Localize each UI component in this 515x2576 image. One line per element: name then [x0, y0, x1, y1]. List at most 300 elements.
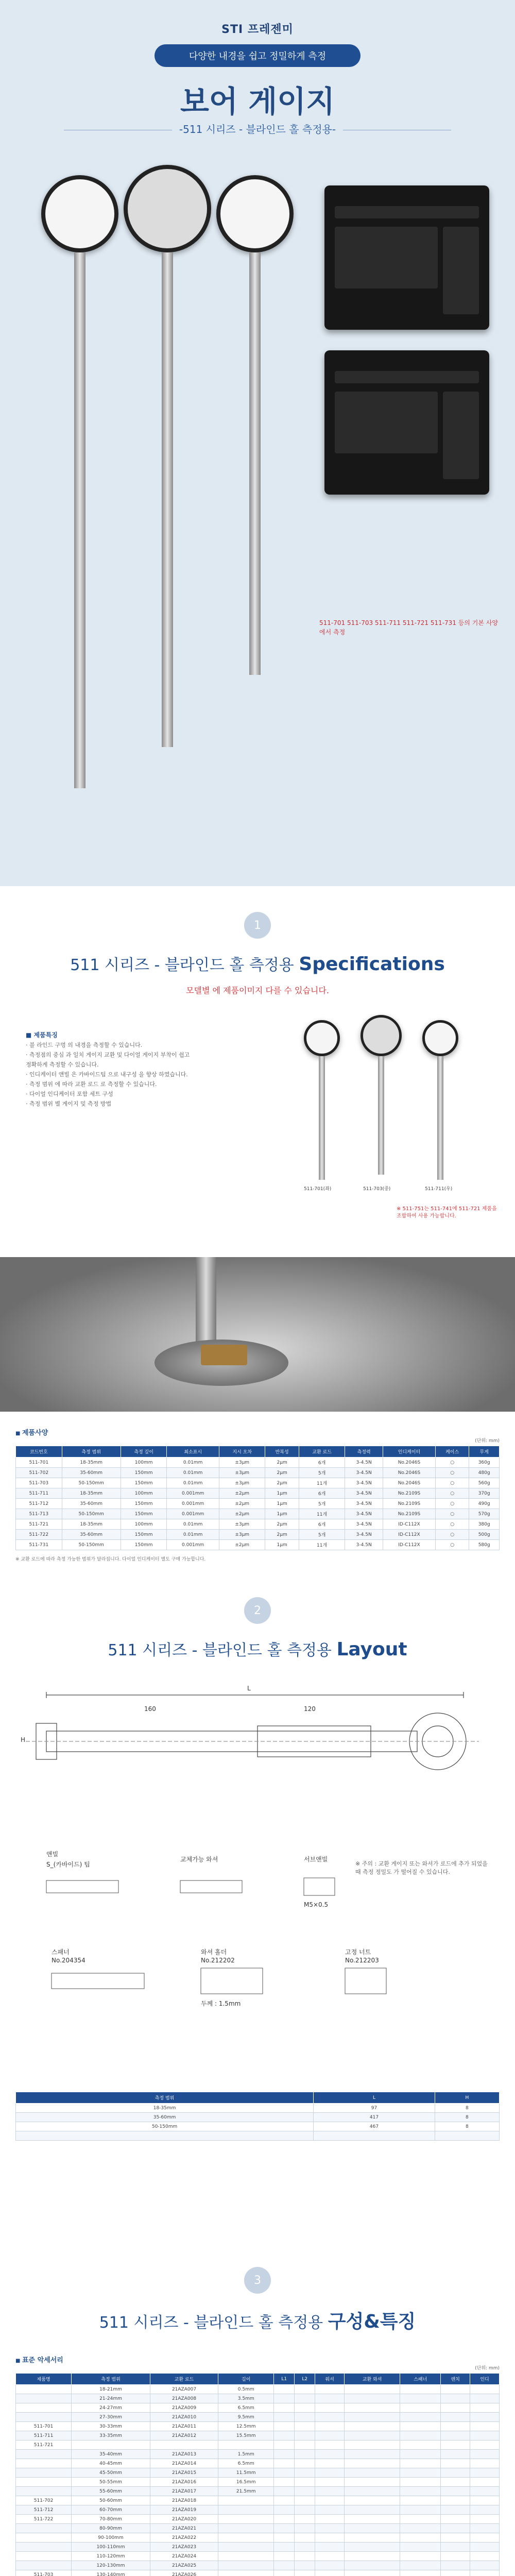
bore-gauge-digital-2: [124, 165, 211, 252]
table-cell: [274, 2459, 295, 2468]
table-cell: [441, 2505, 470, 2515]
table-cell: 2μm: [265, 1478, 299, 1488]
table-cell: 21AZA017: [150, 2487, 218, 2496]
table-cell: [218, 2515, 274, 2524]
table-cell: 21AZA026: [150, 2570, 218, 2576]
feature-line: 정확하게 측정할 수 있습니다.: [26, 1061, 99, 1068]
product-caption-a: 511-701(좌): [304, 1187, 332, 1192]
section-number-3: 3: [244, 2267, 271, 2294]
bore-gauge-dial-3: [216, 175, 294, 252]
table-cell: 3.5mm: [218, 2394, 274, 2403]
table-cell: 21AZA010: [150, 2413, 218, 2422]
table-cell: [345, 2524, 400, 2533]
table-cell: 18-35mm: [62, 1488, 121, 1499]
product-red-note: ※ 511-751는 511-741에 511-721 제품을 조합하여 사용 가능합니다.: [397, 1206, 497, 1219]
table-cell: [315, 2496, 345, 2505]
table-row: [16, 2394, 500, 2403]
table-cell: 11.5mm: [218, 2468, 274, 2478]
table-cell: [345, 2533, 400, 2543]
comp-title-prefix: 511 시리즈 - 블라인드 홀 측정용: [99, 2314, 323, 2332]
table-cell: 97: [314, 2104, 435, 2113]
table-cell: ID-C112X: [383, 1519, 435, 1530]
table-cell: [315, 2505, 345, 2515]
table-cell: 100mm: [121, 1488, 167, 1499]
layout-section-title: [0, 1637, 515, 1660]
table-cell: [441, 2478, 470, 2487]
feature-line: · 블 라인드 구멍 의 내경을 측정할 수 있습니다.: [26, 1042, 143, 1048]
page-subtitle: [0, 121, 515, 136]
col-header: 제품명: [16, 2374, 72, 2385]
accessory-table: [15, 2373, 500, 2576]
table-cell: [274, 2543, 295, 2552]
table-cell: [441, 2459, 470, 2468]
table-cell: [218, 2524, 274, 2533]
feature-line: · 측정점의 중심 과 일치 게이지 교환 및 다이얼 게이지 부착이 쉽고: [26, 1052, 190, 1058]
table-row: [16, 2459, 500, 2468]
table-cell: 8: [435, 2104, 499, 2113]
table-cell: 24-27mm: [72, 2403, 150, 2413]
table-cell: [218, 2543, 274, 2552]
table-cell: 580g: [469, 1540, 500, 1550]
table-cell: ID-C112X: [383, 1530, 435, 1540]
table-cell: [400, 2561, 441, 2570]
table-cell: 150mm: [121, 1468, 167, 1478]
table-cell: [295, 2403, 315, 2413]
label-carbide-tip: S_(카바이드) 팁: [46, 1861, 90, 1868]
table-cell: 21AZA015: [150, 2468, 218, 2478]
brand-logo: [0, 21, 515, 37]
table-cell: 511-721: [16, 1519, 62, 1530]
table-cell: 50-150mm: [62, 1509, 121, 1519]
table-cell: [400, 2533, 441, 2543]
table-cell: 0.01mm: [167, 1519, 219, 1530]
table-cell: [295, 2385, 315, 2394]
dim-m5: M5×0.5: [304, 1901, 329, 1908]
table-cell: 100-110mm: [72, 2543, 150, 2552]
bore-gauge-product-image: [21, 175, 309, 866]
table-cell: [345, 2441, 400, 2450]
table-cell: 5개: [299, 1468, 345, 1478]
spec-table: [15, 1446, 500, 1550]
label-spanner-no: No.204354: [52, 1957, 85, 1964]
table-cell: 21-24mm: [72, 2394, 150, 2403]
table-cell: [315, 2385, 345, 2394]
table-cell: [315, 2450, 345, 2459]
col-header: 측정 깊이: [121, 1446, 167, 1458]
table-cell: [16, 2131, 314, 2141]
table-cell: [345, 2385, 400, 2394]
table-cell: [218, 2561, 274, 2570]
table-cell: 11개: [299, 1540, 345, 1550]
comp-section-title: [0, 2307, 515, 2333]
measurement-photo: [0, 1257, 515, 1412]
dim-L: L: [247, 1685, 251, 1692]
table-cell: 100mm: [121, 1458, 167, 1468]
table-cell: 30-33mm: [72, 2422, 150, 2431]
layout-title-prefix: 511 시리즈 - 블라인드 홀 측정용: [108, 1641, 332, 1659]
dim-depth: 두께 : 1.5mm: [201, 2000, 241, 2007]
table-cell: [470, 2487, 500, 2496]
table-cell: [315, 2543, 345, 2552]
table-cell: ○: [435, 1488, 469, 1499]
table-cell: [295, 2570, 315, 2576]
table-cell: [400, 2441, 441, 2450]
table-cell: 3-4.5N: [345, 1509, 383, 1519]
table-cell: [295, 2561, 315, 2570]
table-row: [16, 1468, 500, 1478]
table-cell: 2μm: [265, 1519, 299, 1530]
table-cell: 370g: [469, 1488, 500, 1499]
spec-section: [0, 886, 515, 1597]
table-cell: [295, 2468, 315, 2478]
table-cell: ○: [435, 1509, 469, 1519]
col-header: 인디케이터: [383, 1446, 435, 1458]
table-cell: [470, 2394, 500, 2403]
table-cell: [400, 2422, 441, 2431]
layout-section: [0, 1597, 515, 2267]
table-cell: [16, 2543, 72, 2552]
table-cell: [345, 2552, 400, 2561]
spec-table-unit: (단위: mm): [475, 1438, 500, 1444]
table-cell: ○: [435, 1540, 469, 1550]
table-row: [16, 2450, 500, 2459]
table-cell: 21AZA022: [150, 2533, 218, 2543]
table-cell: [16, 2561, 72, 2570]
table-cell: 55-60mm: [72, 2487, 150, 2496]
table-cell: 50-150mm: [62, 1540, 121, 1550]
table-cell: [470, 2533, 500, 2543]
table-cell: 6개: [299, 1458, 345, 1468]
table-row: [16, 2515, 500, 2524]
gauge-thumb-b: [360, 1015, 402, 1056]
table-cell: 40-45mm: [72, 2459, 150, 2468]
table-cell: 11개: [299, 1478, 345, 1488]
table-cell: [400, 2394, 441, 2403]
table-row: [16, 2104, 500, 2113]
table-cell: No.2046S: [383, 1468, 435, 1478]
table-row: [16, 2487, 500, 2496]
table-cell: [400, 2478, 441, 2487]
table-cell: [470, 2570, 500, 2576]
table-cell: [400, 2505, 441, 2515]
table-cell: ±2μm: [219, 1509, 265, 1519]
table-cell: [345, 2431, 400, 2441]
table-cell: [345, 2570, 400, 2576]
comp-title-en: 구성&특징: [328, 2311, 416, 2332]
table-cell: [274, 2561, 295, 2570]
table-cell: [315, 2459, 345, 2468]
col-header: 워셔: [315, 2374, 345, 2385]
table-cell: [274, 2487, 295, 2496]
table-cell: ±3μm: [219, 1478, 265, 1488]
col-header: 교환 와셔: [345, 2374, 400, 2385]
table-cell: [295, 2533, 315, 2543]
table-cell: [315, 2422, 345, 2431]
table-cell: 15.5mm: [218, 2431, 274, 2441]
table-cell: 21AZA007: [150, 2385, 218, 2394]
layout-caution-note: ※ 주의 : 교환 게이지 또는 와셔가 로드에 추가 되었을 때 측정 정밀도 가 떨어질 수 있습니다.: [355, 1860, 488, 1875]
table-cell: 6개: [299, 1519, 345, 1530]
table-cell: 1μm: [265, 1488, 299, 1499]
table-cell: [441, 2441, 470, 2450]
table-cell: [315, 2413, 345, 2422]
col-header: 교환 로드: [299, 1446, 345, 1458]
dim-160: 160: [144, 1705, 156, 1713]
table-cell: [441, 2403, 470, 2413]
col-header: 교환 로드: [150, 2374, 218, 2385]
table-row: [16, 2524, 500, 2533]
product-caption-b: 511-703(중): [363, 1187, 391, 1192]
spec-title-prefix: 511 시리즈 - 블라인드 홀 측정용: [70, 956, 294, 974]
table-row: [16, 2413, 500, 2422]
table-cell: 21AZA016: [150, 2478, 218, 2487]
table-cell: [16, 2524, 72, 2533]
table-cell: 50-150mm: [62, 1478, 121, 1488]
table-cell: 35-60mm: [16, 2113, 314, 2122]
table-cell: [295, 2487, 315, 2496]
table-cell: 6개: [299, 1488, 345, 1499]
table-cell: 130-140mm: [72, 2570, 150, 2576]
table-cell: 467: [314, 2122, 435, 2131]
table-cell: [470, 2524, 500, 2533]
table-cell: [274, 2552, 295, 2561]
table-cell: No.2046S: [383, 1458, 435, 1468]
col-header: 반복성: [265, 1446, 299, 1458]
table-cell: [16, 2487, 72, 2496]
table-cell: [400, 2468, 441, 2478]
table-cell: [274, 2570, 295, 2576]
table-cell: 80-90mm: [72, 2524, 150, 2533]
table-cell: [435, 2131, 499, 2141]
table-cell: 90-100mm: [72, 2533, 150, 2543]
table-cell: [16, 2459, 72, 2468]
table-cell: 35-60mm: [62, 1530, 121, 1540]
table-cell: 35-60mm: [62, 1468, 121, 1478]
table-cell: No.2109S: [383, 1499, 435, 1509]
dim-120: 120: [304, 1705, 316, 1713]
table-cell: [400, 2459, 441, 2468]
table-cell: [274, 2450, 295, 2459]
table-cell: ±3μm: [219, 1458, 265, 1468]
table-cell: 21AZA025: [150, 2561, 218, 2570]
table-cell: [218, 2496, 274, 2505]
label-sub-anvil: 서브앤빌: [304, 1856, 328, 1863]
table-cell: [400, 2552, 441, 2561]
table-cell: 11개: [299, 1509, 345, 1519]
table-cell: 3-4.5N: [345, 1468, 383, 1478]
table-cell: [441, 2450, 470, 2459]
table-cell: [345, 2422, 400, 2431]
hero-tagline-pill: 다양한 내경을 쉽고 정밀하게 측정: [154, 44, 360, 67]
table-cell: [441, 2543, 470, 2552]
table-cell: 100mm: [121, 1519, 167, 1530]
table-row: [16, 2478, 500, 2487]
table-cell: 50-150mm: [16, 2122, 314, 2131]
table-cell: 511-711: [16, 1488, 62, 1499]
table-cell: [274, 2431, 295, 2441]
hero-note: 511-701 511-703 511-711 511-721 511-731 등의 기본 사양 에서 측정: [319, 619, 498, 636]
table-cell: [470, 2403, 500, 2413]
table-cell: 511-722: [16, 2515, 72, 2524]
table-cell: [16, 2403, 72, 2413]
table-cell: 360g: [469, 1458, 500, 1468]
table-row: [16, 1478, 500, 1488]
table-cell: [441, 2515, 470, 2524]
table-cell: 120-130mm: [72, 2561, 150, 2570]
table-cell: [400, 2524, 441, 2533]
table-cell: 9.5mm: [218, 2413, 274, 2422]
col-header: 무게: [469, 1446, 500, 1458]
table-row: [16, 2468, 500, 2478]
table-cell: [314, 2131, 435, 2141]
col-header: 케이스: [435, 1446, 469, 1458]
table-cell: [470, 2431, 500, 2441]
table-cell: [295, 2459, 315, 2468]
table-cell: ±3μm: [219, 1519, 265, 1530]
table-row: [16, 2441, 500, 2450]
table-cell: [274, 2422, 295, 2431]
carry-case-2: [324, 350, 489, 495]
table-cell: [441, 2561, 470, 2570]
table-cell: [345, 2403, 400, 2413]
table-cell: [315, 2570, 345, 2576]
table-cell: 0.001mm: [167, 1499, 219, 1509]
table-cell: [16, 2533, 72, 2543]
table-cell: 511-722: [16, 1530, 62, 1540]
brand-logo-text: STI 프레젠미: [221, 23, 294, 36]
table-cell: 1.5mm: [218, 2450, 274, 2459]
table-cell: [315, 2487, 345, 2496]
table-cell: [400, 2496, 441, 2505]
col-header: 길이: [218, 2374, 274, 2385]
table-row: [16, 1519, 500, 1530]
table-cell: ○: [435, 1468, 469, 1478]
table-cell: [295, 2515, 315, 2524]
table-row: [16, 2122, 500, 2131]
col-header: 측정 범위: [72, 2374, 150, 2385]
table-cell: [441, 2524, 470, 2533]
accessory-table-body: [16, 2385, 500, 2576]
table-cell: [295, 2394, 315, 2403]
table-cell: [441, 2496, 470, 2505]
table-cell: [400, 2487, 441, 2496]
table-cell: 18-35mm: [62, 1458, 121, 1468]
accessory-table-unit: (단위: mm): [475, 2366, 500, 2371]
table-cell: 35-60mm: [62, 1499, 121, 1509]
table-cell: [295, 2505, 315, 2515]
spec-table-note: ※ 교환 로드에 따라 측정 가능한 범위가 달라집니다. 다이얼 인디케이터 별도 구매 가능합니다.: [15, 1557, 206, 1562]
table-cell: [470, 2515, 500, 2524]
table-cell: 60-70mm: [72, 2505, 150, 2515]
table-cell: 480g: [469, 1468, 500, 1478]
subtitle-text: -511 시리즈 - 블라인드 홀 측정용-: [179, 123, 336, 135]
gauge-thumb-c: [422, 1020, 458, 1056]
table-cell: [295, 2552, 315, 2561]
table-cell: [72, 2441, 150, 2450]
table-cell: 150mm: [121, 1478, 167, 1488]
product-caption-c: 511-711(우): [425, 1187, 453, 1192]
label-washer-holder: 와셔 홀더: [201, 1948, 227, 1956]
spec-table-label: ■ 제품사양: [15, 1427, 500, 1437]
table-cell: [470, 2505, 500, 2515]
table-cell: [274, 2468, 295, 2478]
table-cell: [295, 2543, 315, 2552]
hero-banner: [0, 0, 515, 886]
table-cell: [315, 2431, 345, 2441]
table-cell: [274, 2441, 295, 2450]
table-cell: ±2μm: [219, 1499, 265, 1509]
table-cell: 18-35mm: [62, 1519, 121, 1530]
carry-cases: [324, 185, 500, 515]
layout-title-en: Layout: [336, 1639, 407, 1660]
table-cell: [295, 2431, 315, 2441]
table-cell: [274, 2478, 295, 2487]
spec-table-block: [15, 1427, 500, 1562]
table-cell: [295, 2413, 315, 2422]
layout-table-body: [16, 2104, 500, 2141]
table-cell: [315, 2468, 345, 2478]
col-header: 렌치: [441, 2374, 470, 2385]
table-row: [16, 2131, 500, 2141]
table-cell: [470, 2552, 500, 2561]
table-cell: 21AZA018: [150, 2496, 218, 2505]
table-row: [16, 2422, 500, 2431]
table-cell: [274, 2524, 295, 2533]
layout-table: [15, 2092, 500, 2141]
components-section: [0, 2267, 515, 2576]
col-header: 최소표시: [167, 1446, 219, 1458]
table-row: [16, 2431, 500, 2441]
table-cell: [295, 2478, 315, 2487]
table-cell: [441, 2394, 470, 2403]
table-cell: [16, 2468, 72, 2478]
table-cell: ±2μm: [219, 1540, 265, 1550]
table-cell: 0.01mm: [167, 1458, 219, 1468]
col-header: 지시 오차: [219, 1446, 265, 1458]
table-cell: [400, 2403, 441, 2413]
bore-gauge-dial-1: [41, 175, 118, 252]
table-cell: [345, 2543, 400, 2552]
table-cell: 21AZA014: [150, 2459, 218, 2468]
table-cell: 6.5mm: [218, 2403, 274, 2413]
table-cell: [274, 2533, 295, 2543]
table-cell: [16, 2478, 72, 2487]
table-row: [16, 2113, 500, 2122]
feature-line: · 인디케이터 앤빌 은 카바이드팁 으로 내구성 을 향상 하였습니다.: [26, 1071, 188, 1078]
table-cell: ○: [435, 1499, 469, 1509]
table-cell: [218, 2533, 274, 2543]
table-cell: [274, 2496, 295, 2505]
table-cell: [441, 2468, 470, 2478]
table-cell: [295, 2496, 315, 2505]
table-cell: [295, 2450, 315, 2459]
table-cell: 0.001mm: [167, 1488, 219, 1499]
page-title: 보어 게이지: [180, 84, 335, 119]
table-cell: [470, 2468, 500, 2478]
table-cell: 18-35mm: [16, 2104, 314, 2113]
table-cell: 8: [435, 2122, 499, 2131]
table-cell: 3-4.5N: [345, 1488, 383, 1499]
table-row: [16, 1540, 500, 1550]
table-row: [16, 2543, 500, 2552]
table-row: [16, 1509, 500, 1519]
table-cell: No.2109S: [383, 1488, 435, 1499]
spec-note: 모델별 에 제품이미지 다를 수 있습니다.: [186, 986, 329, 995]
table-cell: 5개: [299, 1499, 345, 1509]
table-cell: 490g: [469, 1499, 500, 1509]
table-cell: [400, 2431, 441, 2441]
table-cell: 150mm: [121, 1499, 167, 1509]
